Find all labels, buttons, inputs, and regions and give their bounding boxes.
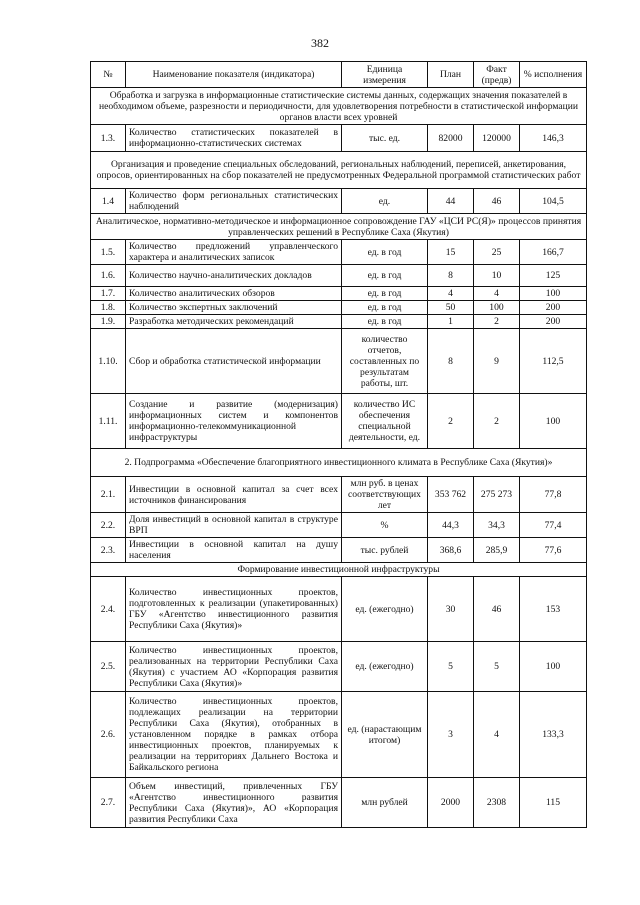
- table-row: [91, 477, 587, 513]
- unit-of-measure: количество ИС обеспечения специальной деятельности, ед.: [342, 394, 428, 449]
- plan-value: 30: [428, 577, 474, 642]
- table-header-row: [91, 62, 587, 88]
- unit-of-measure: ед. в год: [342, 265, 428, 287]
- unit-of-measure: количество отчетов, составленных по результатам работы, шт.: [342, 329, 428, 394]
- row-number: 2.7.: [91, 778, 126, 828]
- row-number: 2.2.: [91, 513, 126, 538]
- indicator-name: Объем инвестиций, привлеченных ГБУ «Агентство инвестиционного развития Республики Саха (Якутия)», АО «Корпорация развития Республики Саха: [126, 778, 342, 828]
- percent-value: 125: [520, 265, 587, 287]
- fact-value: 275 273: [474, 477, 520, 513]
- plan-value: 368,6: [428, 538, 474, 563]
- header-fact: Факт (предв): [474, 62, 520, 88]
- percent-value: 77,8: [520, 477, 587, 513]
- indicator-name: Инвестиции в основной капитал за счет всех источников финансирования: [126, 477, 342, 513]
- table-row: [91, 287, 587, 301]
- indicator-name: Количество аналитических обзоров: [126, 287, 342, 301]
- indicator-table: [90, 61, 587, 828]
- fact-value: 34,3: [474, 513, 520, 538]
- unit-of-measure: млн рублей: [342, 778, 428, 828]
- percent-value: 166,7: [520, 240, 587, 265]
- percent-value: 100: [520, 642, 587, 692]
- fact-value: 4: [474, 287, 520, 301]
- row-number: 1.6.: [91, 265, 126, 287]
- unit-of-measure: тыс. рублей: [342, 538, 428, 563]
- unit-of-measure: ед. (ежегодно): [342, 642, 428, 692]
- fact-value: 4: [474, 692, 520, 778]
- plan-value: 50: [428, 301, 474, 315]
- indicator-name: Количество экспертных заключений: [126, 301, 342, 315]
- row-number: 1.3.: [91, 125, 126, 152]
- row-number: 2.5.: [91, 642, 126, 692]
- fact-value: 25: [474, 240, 520, 265]
- page-number: 382: [311, 36, 329, 50]
- fact-value: 46: [474, 189, 520, 214]
- percent-value: 77,4: [520, 513, 587, 538]
- table-row: [91, 189, 587, 214]
- table-row: [91, 692, 587, 778]
- section-title: Организация и проведение специальных обследований, региональных наблюдений, переписей, анкетирования, опросов, ориентированных на сбор показателей не предусмотренных Федеральной программой статистических работ: [91, 152, 587, 189]
- plan-value: 82000: [428, 125, 474, 152]
- fact-value: 2: [474, 394, 520, 449]
- row-number: 1.9.: [91, 315, 126, 329]
- row-number: 1.8.: [91, 301, 126, 315]
- row-number: 2.1.: [91, 477, 126, 513]
- plan-value: 4: [428, 287, 474, 301]
- indicator-name: Создание и развитие (модернизация) информационных систем и компонентов информационно-телекоммуникационной инфраструктуры: [126, 394, 342, 449]
- unit-of-measure: ед. в год: [342, 287, 428, 301]
- header-plan: План: [428, 62, 474, 88]
- header-percent: % исполнения: [520, 62, 587, 88]
- percent-value: 200: [520, 301, 587, 315]
- row-number: 1.4: [91, 189, 126, 214]
- table-row: [91, 513, 587, 538]
- percent-value: 77,6: [520, 538, 587, 563]
- indicator-name: Количество форм региональных статистических наблюдений: [126, 189, 342, 214]
- plan-value: 353 762: [428, 477, 474, 513]
- header-name: Наименование показателя (индикатора): [126, 62, 342, 88]
- row-number: 2.3.: [91, 538, 126, 563]
- table-row: [91, 538, 587, 563]
- indicator-name: Количество инвестиционных проектов, реализованных на территории Республики Саха (Якутия) с участием АО «Корпорация развития Республики Саха (Якутия)»: [126, 642, 342, 692]
- fact-value: 46: [474, 577, 520, 642]
- indicator-name: Сбор и обработка статистической информации: [126, 329, 342, 394]
- row-number: 1.10.: [91, 329, 126, 394]
- indicator-name: Количество статистических показателей в информационно-статистических системах: [126, 125, 342, 152]
- section-row: [91, 152, 587, 189]
- percent-value: 100: [520, 394, 587, 449]
- plan-value: 15: [428, 240, 474, 265]
- percent-value: 115: [520, 778, 587, 828]
- percent-value: 146,3: [520, 125, 587, 152]
- fact-value: 10: [474, 265, 520, 287]
- percent-value: 112,5: [520, 329, 587, 394]
- section-row: [91, 449, 587, 477]
- percent-value: 100: [520, 287, 587, 301]
- table-row: [91, 315, 587, 329]
- row-number: 1.5.: [91, 240, 126, 265]
- table-row: [91, 329, 587, 394]
- fact-value: 2308: [474, 778, 520, 828]
- unit-of-measure: ед. в год: [342, 240, 428, 265]
- indicator-name: Количество инвестиционных проектов, подлежащих реализации на территории Республики Саха (Якутия), отобранных в установленном порядке в рамках отбора инвестиционных проектов, планируемых к реализации на территориях Дальнего Востока и Байкальского региона: [126, 692, 342, 778]
- indicator-name: Инвестиции в основной капитал на душу населения: [126, 538, 342, 563]
- section-title: Формирование инвестиционной инфраструктуры: [91, 563, 587, 577]
- row-number: 1.11.: [91, 394, 126, 449]
- fact-value: 100: [474, 301, 520, 315]
- unit-of-measure: ед.: [342, 189, 428, 214]
- percent-value: 133,3: [520, 692, 587, 778]
- percent-value: 104,5: [520, 189, 587, 214]
- table-body: [91, 88, 587, 828]
- section-title: Аналитическое, нормативно-методическое и информационное сопровождение ГАУ «ЦСИ РС(Я)» процессов принятия управленческих решений в Республике Саха (Якутия): [91, 214, 587, 240]
- plan-value: 8: [428, 329, 474, 394]
- unit-of-measure: ед. (ежегодно): [342, 577, 428, 642]
- section-title: Обработка и загрузка в информационные статистические системы данных, содержащих значения показателей в необходимом объеме, разрезности и периодичности, для удовлетворения потребности в статистической информации органов власти всех уровней: [91, 88, 587, 125]
- unit-of-measure: ед. (нарастающим итогом): [342, 692, 428, 778]
- indicator-name: Количество предложений управленческого характера и аналитических записок: [126, 240, 342, 265]
- indicator-name: Доля инвестиций в основной капитал в структуре ВРП: [126, 513, 342, 538]
- section-title: 2. Подпрограмма «Обеспечение благоприятного инвестиционного климата в Республике Саха (Якутия)»: [91, 449, 587, 477]
- row-number: 2.4.: [91, 577, 126, 642]
- plan-value: 3: [428, 692, 474, 778]
- section-row: [91, 88, 587, 125]
- plan-value: 2: [428, 394, 474, 449]
- plan-value: 44: [428, 189, 474, 214]
- table-row: [91, 394, 587, 449]
- percent-value: 200: [520, 315, 587, 329]
- indicator-name: Разработка методических рекомендаций: [126, 315, 342, 329]
- plan-value: 44,3: [428, 513, 474, 538]
- fact-value: 5: [474, 642, 520, 692]
- table-row: [91, 642, 587, 692]
- indicator-name: Количество инвестиционных проектов, подготовленных к реализации (упакетированных) ГБУ «Агентство инвестиционного развития Республики Саха (Якутия)»: [126, 577, 342, 642]
- plan-value: 1: [428, 315, 474, 329]
- section-row: [91, 214, 587, 240]
- unit-of-measure: тыс. ед.: [342, 125, 428, 152]
- indicator-name: Количество научно-аналитических докладов: [126, 265, 342, 287]
- table-row: [91, 125, 587, 152]
- fact-value: 120000: [474, 125, 520, 152]
- plan-value: 5: [428, 642, 474, 692]
- plan-value: 8: [428, 265, 474, 287]
- fact-value: 9: [474, 329, 520, 394]
- row-number: 1.7.: [91, 287, 126, 301]
- header-unit: Единица измерения: [342, 62, 428, 88]
- plan-value: 2000: [428, 778, 474, 828]
- table-row: [91, 265, 587, 287]
- percent-value: 153: [520, 577, 587, 642]
- table-row: [91, 778, 587, 828]
- header-num: №: [91, 62, 126, 88]
- unit-of-measure: ед. в год: [342, 301, 428, 315]
- table-row: [91, 577, 587, 642]
- fact-value: 285,9: [474, 538, 520, 563]
- unit-of-measure: ед. в год: [342, 315, 428, 329]
- table-row: [91, 301, 587, 315]
- fact-value: 2: [474, 315, 520, 329]
- unit-of-measure: %: [342, 513, 428, 538]
- section-row: [91, 563, 587, 577]
- row-number: 2.6.: [91, 692, 126, 778]
- unit-of-measure: млн руб. в ценах соответствующих лет: [342, 477, 428, 513]
- table-row: [91, 240, 587, 265]
